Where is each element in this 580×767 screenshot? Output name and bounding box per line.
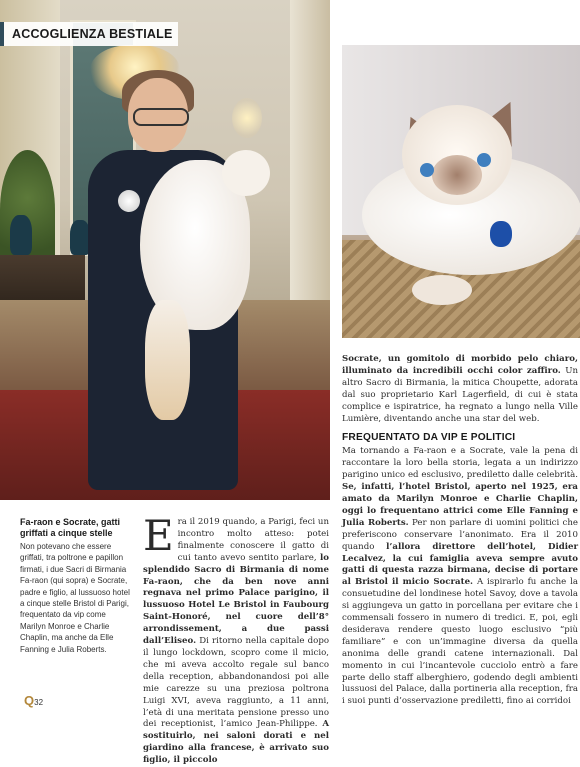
article-paragraph <box>342 354 578 425</box>
text-run: Per non parlare di uomini politici che preferiscono conservare l’anonimato. Era il 2010 quando <box>342 517 578 552</box>
text-run: Un altro Sacro di Birmania, la mitica Choupette, adorata dal suo proprietario Karl Lagerfield, di cui è stata complice e ispiratrice, ha regnato a lungo nella Ville Lumière, diventando anche una star del web. <box>342 365 578 424</box>
text-run-bold: Socrate, un gomitolo di morbido pelo chiaro, illuminato da incredibili occhi color zaffiro. <box>342 354 578 376</box>
drop-cap: E <box>143 511 174 560</box>
article-paragraph <box>342 446 578 708</box>
article-paragraph <box>143 511 329 767</box>
wall-lamp <box>232 98 262 138</box>
subheading: FREQUENTATO DA VIP E POLITICI <box>342 432 516 444</box>
article-column-2 <box>342 354 578 708</box>
text-run: ra il 2019 quando, a Parigi, feci un incontro molto atteso: potei finalmente conoscere il gatto di cui tanto avevo sentito parlare, <box>177 517 329 563</box>
cat-head <box>222 150 270 196</box>
caption-title: Fa-raon e Socrate, gatti griffati a cinque stelle <box>20 517 121 538</box>
page-number-text: 32 <box>34 698 44 707</box>
cat-mask <box>432 155 482 195</box>
cat-eye <box>477 153 491 167</box>
text-run-bold: Se, infatti, l’hotel Bristol, aperto nel 1925, era amato da Marilyn Monroe e Charlie Chaplin, oggi lo frequentano attrici come Elle Fanning e Julia Roberts. <box>342 482 578 528</box>
text-run-bold: lo splendido Sacro di Birmania di nome Fa-raon, che da ben nove anni regnava nel primo Palace parigino, il lussuoso Hotel Le Bristol in Faubourg Saint-Honoré, nel cuore dell’8° arrondissement, a due passi dall’Eliseo. <box>143 552 329 647</box>
page-number <box>24 693 43 708</box>
photo-caption <box>20 517 132 655</box>
cat-eye <box>420 163 434 177</box>
text-run: A ispirarlo fu anche la consuetudine del londinese hotel Savoy, dove a tavola si aggiungeva un gatto in porcellana per evitare che i commensali fossero in numero di tredici. E, poi, egli desiderava rendere questo luogo esclusivo “più familiare” e con un’immagine diversa da quella anonima delle grandi catene internazionali. Dal momento in cui l’incantevole cucciolo entrò a fare parte dello staff alberghiero, godendo degli ambienti lussuosi del Palace, dalla portineria alla reception, fra i suoi punti d’osservazione prediletti, fino ai corridoi <box>342 577 578 707</box>
text-run: Di ritorno nella capitale dopo il lungo lockdown, scopro come il micio, che mi aveva accolto regale sul banco della reception, abbandonandosi poi alle mie carezze su una preziosa poltrona Luigi XVI, aveva raggiunto, a 11 anni, l’età di una meritata pensione presso uno dei receptionist, l’amico Jean-Philippe. <box>143 636 329 730</box>
collar-tie <box>490 221 512 247</box>
section-label: ACCOGLIENZA BESTIALE <box>0 22 178 46</box>
cat-tail <box>145 300 190 420</box>
article-column-1 <box>143 511 329 767</box>
brooch <box>118 190 140 212</box>
magazine-logo: Q <box>24 693 35 708</box>
cat-photo <box>342 45 580 338</box>
vase <box>70 220 90 255</box>
caption-text: Non potevano che essere griffati, tra poltrone e papillon firmati, i due Sacri di Birmania Fa-raon (qui sopra) e Socrate, padre e figlio, al lussuoso hotel a cinque stelle Bristol di Parigi, frequentato da vip come Marilyn Monroe e Charlie Chaplin, ma anche da Elle Fanning e Julia Roberts. <box>20 542 130 654</box>
text-run-bold: A sostituirlo, nei saloni dorati e nel giardino alla francese, è arrivato suo figlio, il piccolo <box>143 719 329 766</box>
curtain <box>290 0 330 310</box>
glasses <box>133 108 189 126</box>
text-run: Ma tornando a Fa-raon e a Socrate, vale la pena di raccontare la loro bella storia, legata a un indirizzo parigino unico ed esclusivo, prediletto dalle celebrità. <box>342 446 578 481</box>
vase <box>10 215 32 255</box>
main-photo <box>0 0 330 500</box>
text-run-bold: l’allora direttore dell’hotel, Didier Lecalvez, la cui famiglia aveva sempre avuto gatti di questa razza birmana, decise di portare al Bristol il micio Socrate. <box>342 541 578 588</box>
cat-paw <box>412 275 472 305</box>
